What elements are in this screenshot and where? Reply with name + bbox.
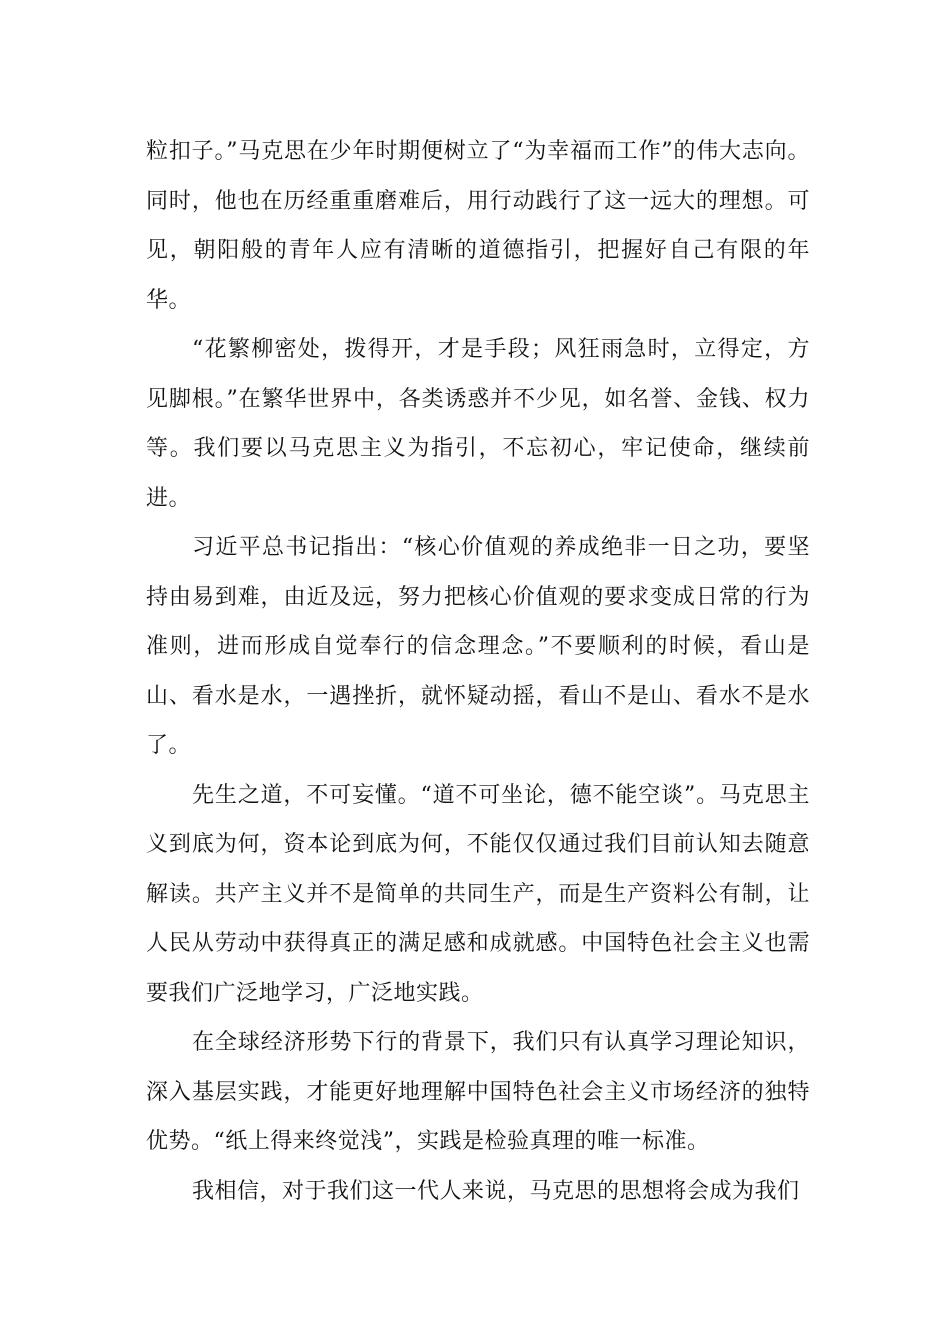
paragraph-3: 习近平总书记指出：“核心价值观的养成绝非一日之功，要坚持由易到难，由近及远，努力把核心价值观的要求变成日常的行为准则，进而形成自觉奉行的信念理念。”不要顺利的时候，看山是山、看水是水，一遇挫折，就怀疑动摇，看山不是山、看水不是水了。 bbox=[146, 535, 810, 758]
paragraph-5: 在全球经济形势下行的背景下，我们只有认真学习理论知识，深入基层实践，才能更好地理解中国特色社会主义市场经济的独特优势。“纸上得来终觉浅”，实践是检验真理的唯一标准。 bbox=[146, 1030, 810, 1154]
paragraph-1: 粒扣子。”马克思在少年时期便树立了“为幸福而工作”的伟大志向。同时，他也在历经重重磨难后，用行动践行了这一远大的理想。可见，朝阳般的青年人应有清晰的道德指引，把握好自己有限的年华。 bbox=[146, 139, 810, 313]
paragraph-4: 先生之道，不可妄懂。“道不可坐论，德不能空谈”。马克思主义到底为何，资本论到底为何，不能仅仅通过我们目前认知去随意解读。共产主义并不是简单的共同生产，而是生产资料公有制，让人民从劳动中获得真正的满足感和成就感。中国特色社会主义也需要我们广泛地学习，广泛地实践。 bbox=[146, 782, 810, 1006]
paragraph-2: “花繁柳密处，拨得开，才是手段；风狂雨急时，立得定，方见脚根。”在繁华世界中，各类诱惑并不少见，如名誉、金钱、权力等。我们要以马克思主义为指引，不忘初心，牢记使命，继续前进。 bbox=[146, 337, 810, 511]
paragraph-6: 我相信，对于我们这一代人来说，马克思的思想将会成为我们 bbox=[192, 1178, 800, 1204]
document-body bbox=[146, 127, 810, 1216]
